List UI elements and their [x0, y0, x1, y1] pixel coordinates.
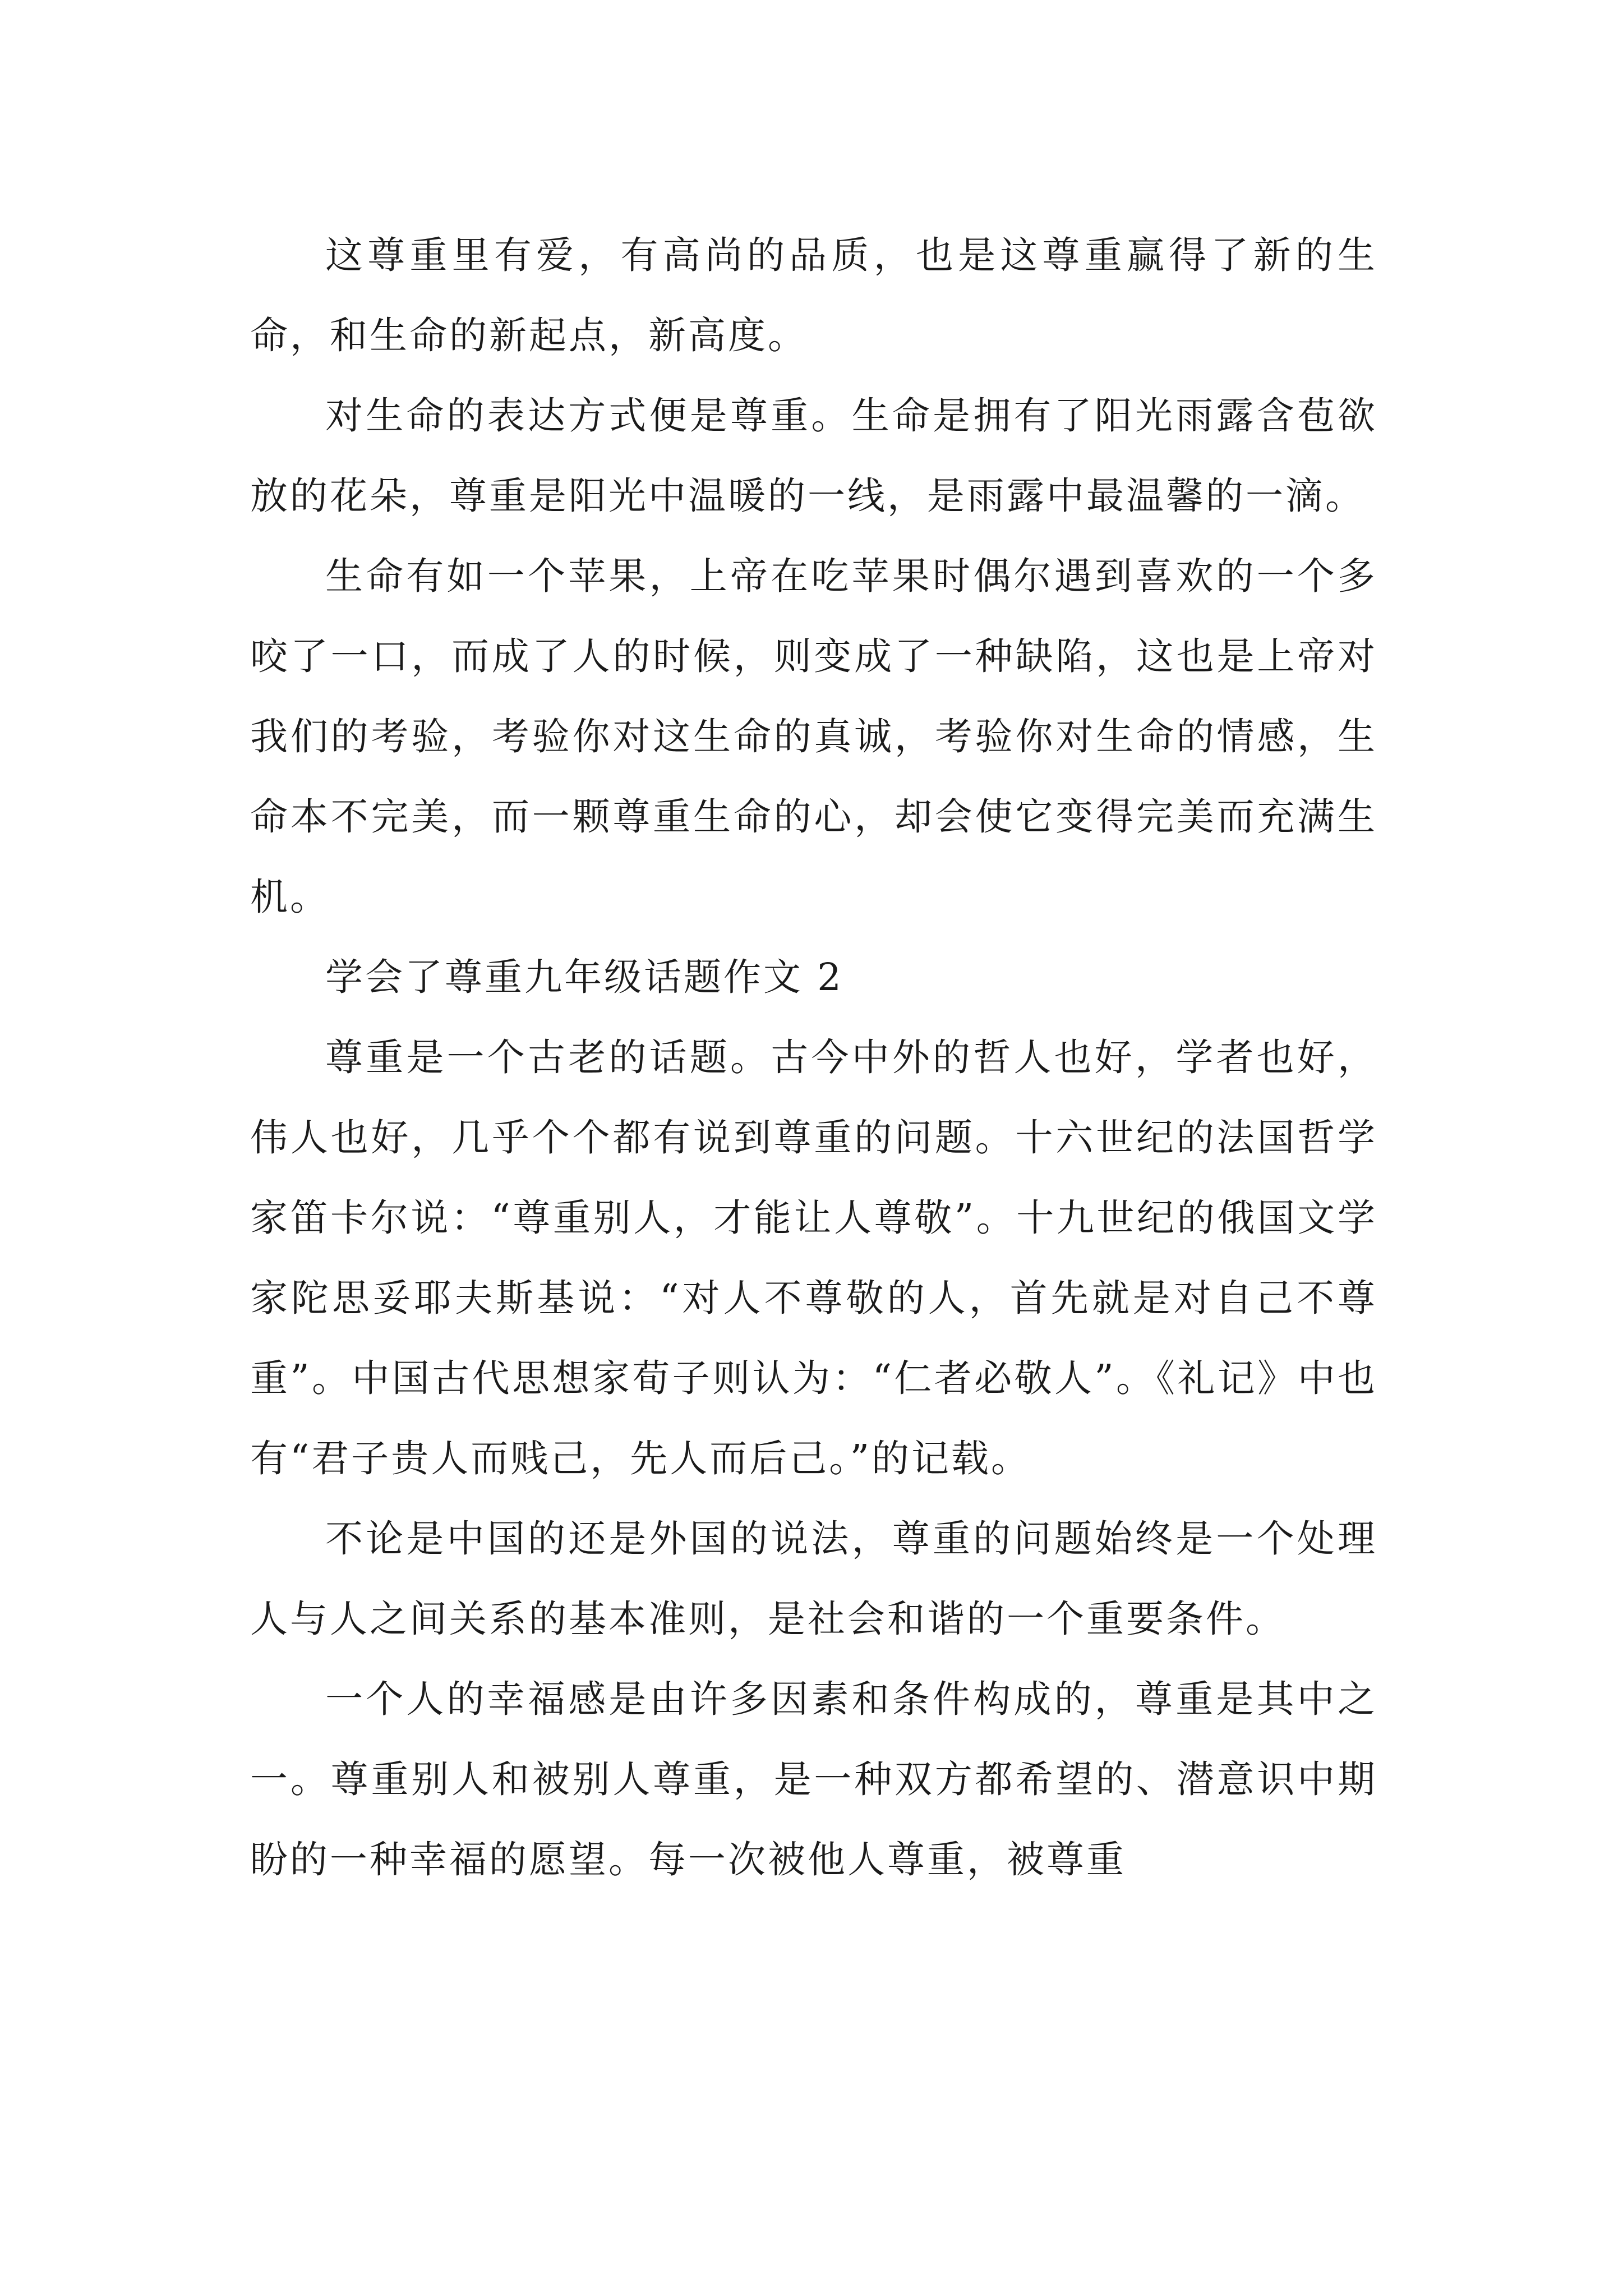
section-heading: 学会了尊重九年级话题作文 2 [325, 955, 843, 999]
paragraph: 对生命的表达方式便是尊重。生命是拥有了阳光雨露含苞欲放的花朵，尊重是阳光中温暖的一线，是雨露中最温馨的一滴。 [250, 394, 1377, 518]
paragraph: 尊重是一个古老的话题。古今中外的哲人也好，学者也好，伟人也好，几乎个个都有说到尊重的问题。十六世纪的法国哲学家笛卡尔说：“尊重别人，才能让人尊敬”。十九世纪的俄国文学家陀思妥耶夫斯基说：“对人不尊敬的人，首先就是对自己不尊重”。中国古代思想家荀子则认为：“仁者必敬人”。《礼记》中也有“君子贵人而贱己，先人而后己。”的记载。 [250, 1036, 1377, 1480]
paragraph: 一个人的幸福感是由许多因素和条件构成的，尊重是其中之一。尊重别人和被别人尊重，是一种双方都希望的、潜意识中期盼的一种幸福的愿望。每一次被他人尊重，被尊重 [250, 1677, 1377, 1881]
paragraph: 不论是中国的还是外国的说法，尊重的问题始终是一个处理人与人之间关系的基本准则，是社会和谐的一个重要条件。 [250, 1517, 1377, 1641]
document-body [250, 215, 1377, 1900]
paragraph: 生命有如一个苹果，上帝在吃苹果时偶尔遇到喜欢的一个多咬了一口，而成了人的时候，则变成了一种缺陷，这也是上帝对我们的考验，考验你对这生命的真诚，考验你对生命的情感，生命本不完美，而一颗尊重生命的心，却会使它变得完美而充满生机。 [250, 554, 1377, 919]
paragraph: 这尊重里有爱，有高尚的品质，也是这尊重赢得了新的生命，和生命的新起点，新高度。 [250, 233, 1377, 357]
